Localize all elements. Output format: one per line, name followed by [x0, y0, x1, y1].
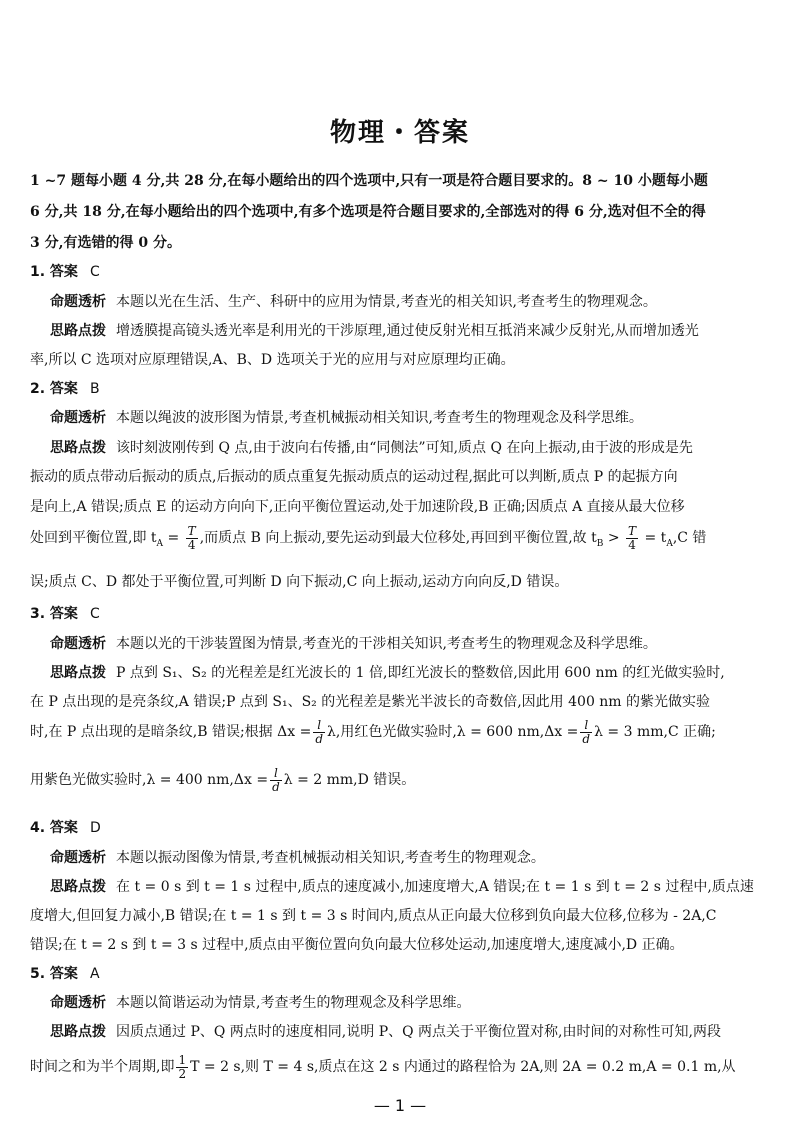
- q3-mingti: 命题透析 本题以光的干涉装置图为情景,考查光的干涉相关知识,考查考生的物理观念及科学思维。: [50, 636, 657, 652]
- q2-silu-2: 振动的质点带动后振动的质点,后振动的质点重复先振动质点的运动过程,据此可以判断,质点 P 的起振方向: [30, 469, 678, 485]
- q4-silu-3: 错误;在 t = 2 s 到 t = 3 s 过程中,质点由平衡位置向负向最大位移处运动,加速度增大,速度减小,D 正确。: [30, 937, 684, 953]
- q3-heading: 3. 答案 C: [30, 606, 100, 622]
- silu-label: 思路点拨: [50, 323, 106, 339]
- q2-silu-5: 误;质点 C、D 都处于平衡位置,可判断 D 向下振动,C 向上振动,运动方向向反,D 错误。: [30, 574, 569, 590]
- q4-mingti: 命题透析 本题以振动图像为情景,考查机械振动相关知识,考查考生的物理观念。: [50, 850, 545, 866]
- page-number: — 1 —: [373, 1096, 427, 1115]
- q4-silu-1: 思路点拨 在 t = 0 s 到 t = 1 s 过程中,质点的速度减小,加速度增大,A 错误;在 t = 1 s 到 t = 2 s 过程中,质点速: [50, 879, 754, 895]
- q2-mingti: 命题透析 本题以绳波的波形图为情景,考查机械振动相关知识,考查考生的物理观念及科学思维。: [50, 410, 643, 426]
- page-title: 物理・答案: [329, 118, 470, 148]
- q5-silu-1: 思路点拨 因质点通过 P、Q 两点时的速度相同,说明 P、Q 两点关于平衡位置对称,由时间的对称性可知,两段: [50, 1024, 721, 1040]
- intro-line-1: 1 ~7 题每小题 4 分,共 28 分,在每小题给出的四个选项中,只有一项是符合题目要求的。8 ~ 10 小题每小题: [30, 173, 708, 189]
- fraction-1-over-2: $\frac{1}{2}$: [178, 1052, 187, 1081]
- q4-silu-2: 度增大,但回复力减小,B 错误;在 t = 1 s 到 t = 3 s 时间内,质点从正向最大位移到负向最大位移,位移为 - 2A,C: [30, 908, 717, 924]
- q2-answer: B: [89, 381, 100, 397]
- fraction-l-over-d-c: $\frac{l}{d}$: [272, 765, 280, 794]
- fraction-t-over-4-b: $\frac{T}{4}$: [628, 523, 637, 552]
- q4-answer: D: [89, 820, 101, 836]
- intro-line-2: 6 分,共 18 分,在每小题给出的四个选项中,有多个选项是符合题目要求的,全部选对的得 6 分,选对但不全的得: [30, 204, 706, 220]
- q1-heading: 1. 答案 C: [30, 264, 100, 280]
- q1-answer: C: [89, 264, 100, 280]
- fraction-l-over-d: $\frac{l}{d}$: [315, 717, 323, 746]
- q1-mingti: 命题透析 本题以光在生活、生产、科研中的应用为情景,考查光的相关知识,考查考生的物理观念。: [50, 294, 657, 310]
- q3-silu-3: 时,在 P 点出现的是暗条纹,B 错误;根据 Δx = $\frac{l}{d}$ λ,用红色光做实验时,λ = 600 nm,Δx = $\frac{l}{d}$ λ = 3 mm,C 正确;: [30, 717, 716, 746]
- q5-mingti: 命题透析 本题以简谐运动为情景,考查考生的物理观念及科学思维。: [50, 995, 471, 1011]
- q3-silu-4: 用紫色光做实验时,λ = 400 nm,Δx = $\frac{l}{d}$ λ = 2 mm,D 错误。: [30, 765, 416, 794]
- q5-heading: 5. 答案 A: [30, 966, 100, 982]
- q2-silu-4: 处回到平衡位置,即 $t_A$ = $\frac{T}{4}$ ,而质点 B 向上振动,要先运动到最大位移处,再回到平衡位置,故 $t_B$ > $\frac{T}{4}$ = $t_A,C$ 错: [30, 523, 707, 552]
- q4-heading: 4. 答案 D: [30, 820, 101, 836]
- q3-silu-2: 在 P 点出现的是亮条纹,A 错误;P 点到 S₁、S₂ 的光程差是紫光半波长的奇数倍,因此用 400 nm 的紫光做实验: [30, 694, 711, 710]
- q3-silu-1: 思路点拨 P 点到 S₁、S₂ 的光程差是红光波长的 1 倍,即红光波长的整数倍,因此用 600 nm 的红光做实验时,: [50, 665, 725, 681]
- fraction-t-over-4: $\frac{T}{4}$: [187, 523, 196, 552]
- intro-line-3: 3 分,有选错的得 0 分。: [30, 235, 181, 251]
- q5-silu-2: 时间之和为半个周期,即 $\frac{1}{2}$ T = 2 s,则 T = 4 s,质点在这 2 s 内通过的路程恰为 2A,则 2A = 0.2 m,A = 0.1 m,从: [30, 1052, 736, 1081]
- q1-silu-1: 思路点拨 增透膜提高镜头透光率是利用光的干涉原理,通过使反射光相互抵消来减少反射光,从而增加透光: [50, 323, 699, 339]
- q2-silu-1: 思路点拨 该时刻波刚传到 Q 点,由于波向右传播,由“同侧法”可知,质点 Q 在向上振动,由于波的形成是先: [50, 440, 693, 456]
- q2-silu-3: 是向上,A 错误;质点 E 的运动方向向下,正向平衡位置运动,处于加速阶段,B 正确;因质点 A 直接从最大位移: [30, 499, 685, 515]
- q2-heading: 2. 答案 B: [30, 381, 100, 397]
- q3-answer: C: [89, 606, 100, 622]
- mingti-label: 命题透析: [50, 294, 106, 310]
- q1-silu-2: 率,所以 C 选项对应原理错误,A、B、D 选项关于光的应用与对应原理均正确。: [30, 352, 515, 368]
- fraction-l-over-d-b: $\frac{l}{d}$: [582, 717, 591, 746]
- q5-answer: A: [89, 966, 100, 982]
